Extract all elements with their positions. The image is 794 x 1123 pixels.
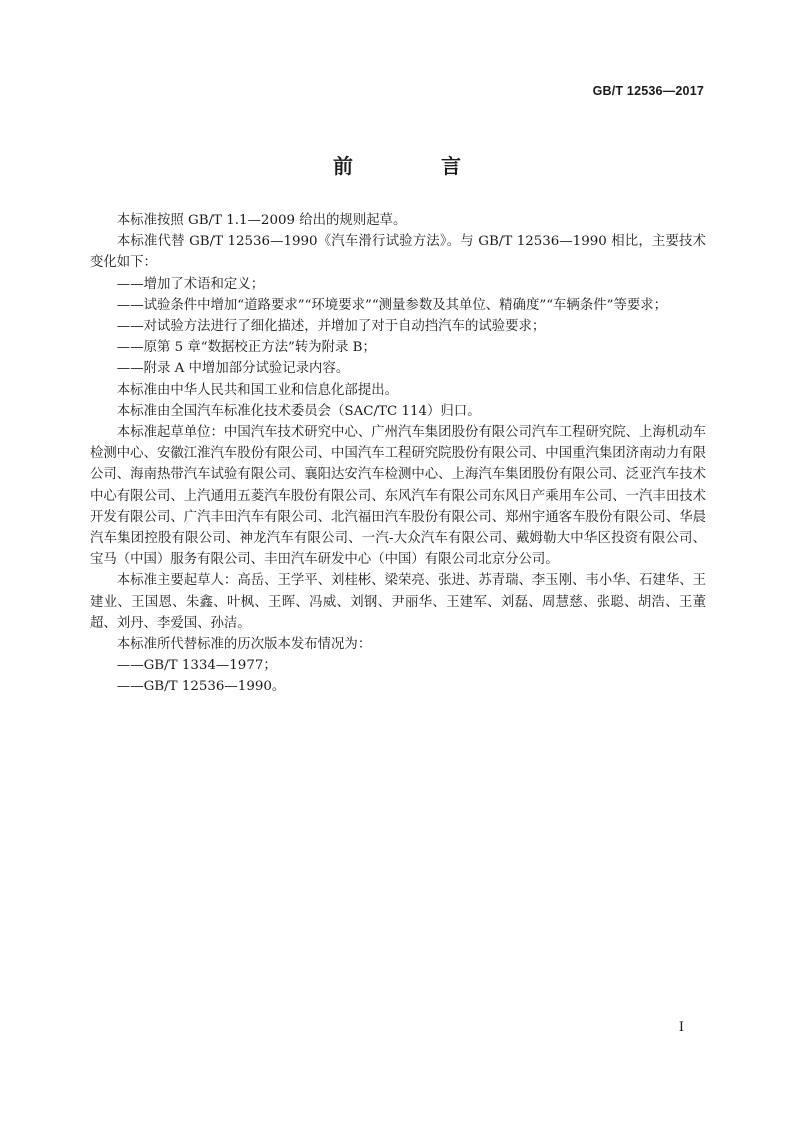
foreword-body <box>90 210 706 698</box>
paragraph-main-drafters: 本标准主要起草人：高岳、王学平、刘桂彬、梁荣亮、张进、苏青瑞、李玉刚、韦小华、石建华、王建业、王国恩、朱鑫、叶枫、王晖、冯威、刘钢、尹丽华、王建军、刘磊、周慧慈、张聪、胡浩、王董超、刘丹、李爱国、孙洁。 <box>90 573 706 631</box>
change-item-test-methods: ——对试验方法进行了细化描述，并增加了对于自动挡汽车的试验要求； <box>116 319 546 335</box>
paragraph-proposed-by: 本标准由中华人民共和国工业和信息化部提出。 <box>116 382 398 398</box>
previous-edition-1977: ——GB/T 1334—1977； <box>116 658 277 674</box>
paragraph-drafting-rules: 本标准按照 GB/T 1.1—2009 给出的规则起草。 <box>116 213 407 228</box>
previous-edition-1990: ——GB/T 12536—1990。 <box>116 679 286 695</box>
paragraph-previous-editions: 本标准所代替标准的历次版本发布情况为： <box>116 637 372 653</box>
paragraph-administered-by: 本标准由全国汽车标准化技术委员会（SAC/TC 114）归口。 <box>116 403 481 419</box>
standard-code-header: GB/T 12536—2017 <box>592 84 704 98</box>
page-number: I <box>678 1020 684 1035</box>
paragraph-drafting-units: 本标准起草单位：中国汽车技术研究中心、广州汽车集团股份有限公司汽车工程研究院、上海机动车检测中心、安徽江淮汽车股份有限公司、中国汽车工程研究院股份有限公司、中国重汽集团济南动力有限公司、海南热带汽车试验有限公司、襄阳达安汽车检测中心、上海汽车集团股份有限公司、泛亚汽车技术中心有限公司、上汽通用五菱汽车股份有限公司、东风汽车有限公司东风日产乘用车公司、一汽丰田技术开发有限公司、广汽丰田汽车有限公司、北汽福田汽车股份有限公司、郑州宇通客车股份有限公司、华晨汽车集团控股有限公司、神龙汽车有限公司、一汽-大众汽车有限公司、戴姆勒大中华区投资有限公司、宝马（中国）服务有限公司、丰田汽车研发中心（中国）有限公司北京分公司。 <box>90 425 706 568</box>
change-item-terms: ——增加了术语和定义； <box>116 276 265 292</box>
change-item-test-conditions: ——试验条件中增加“道路要求”“环境要求”“测量参数及其单位、精确度”“车辆条件”等要求； <box>116 297 668 313</box>
paragraph-replacement: 本标准代替 GB/T 12536—1990《汽车滑行试验方法》。与 GB/T 12536—1990 相比，主要技术变化如下： <box>90 234 706 271</box>
change-item-chapter5: ——原第 5 章“数据校正方法”转为附录 B； <box>116 340 376 356</box>
page-title: 前 言 <box>333 154 495 178</box>
change-item-annex-a: ——附录 A 中增加部分试验记录内容。 <box>116 361 350 377</box>
